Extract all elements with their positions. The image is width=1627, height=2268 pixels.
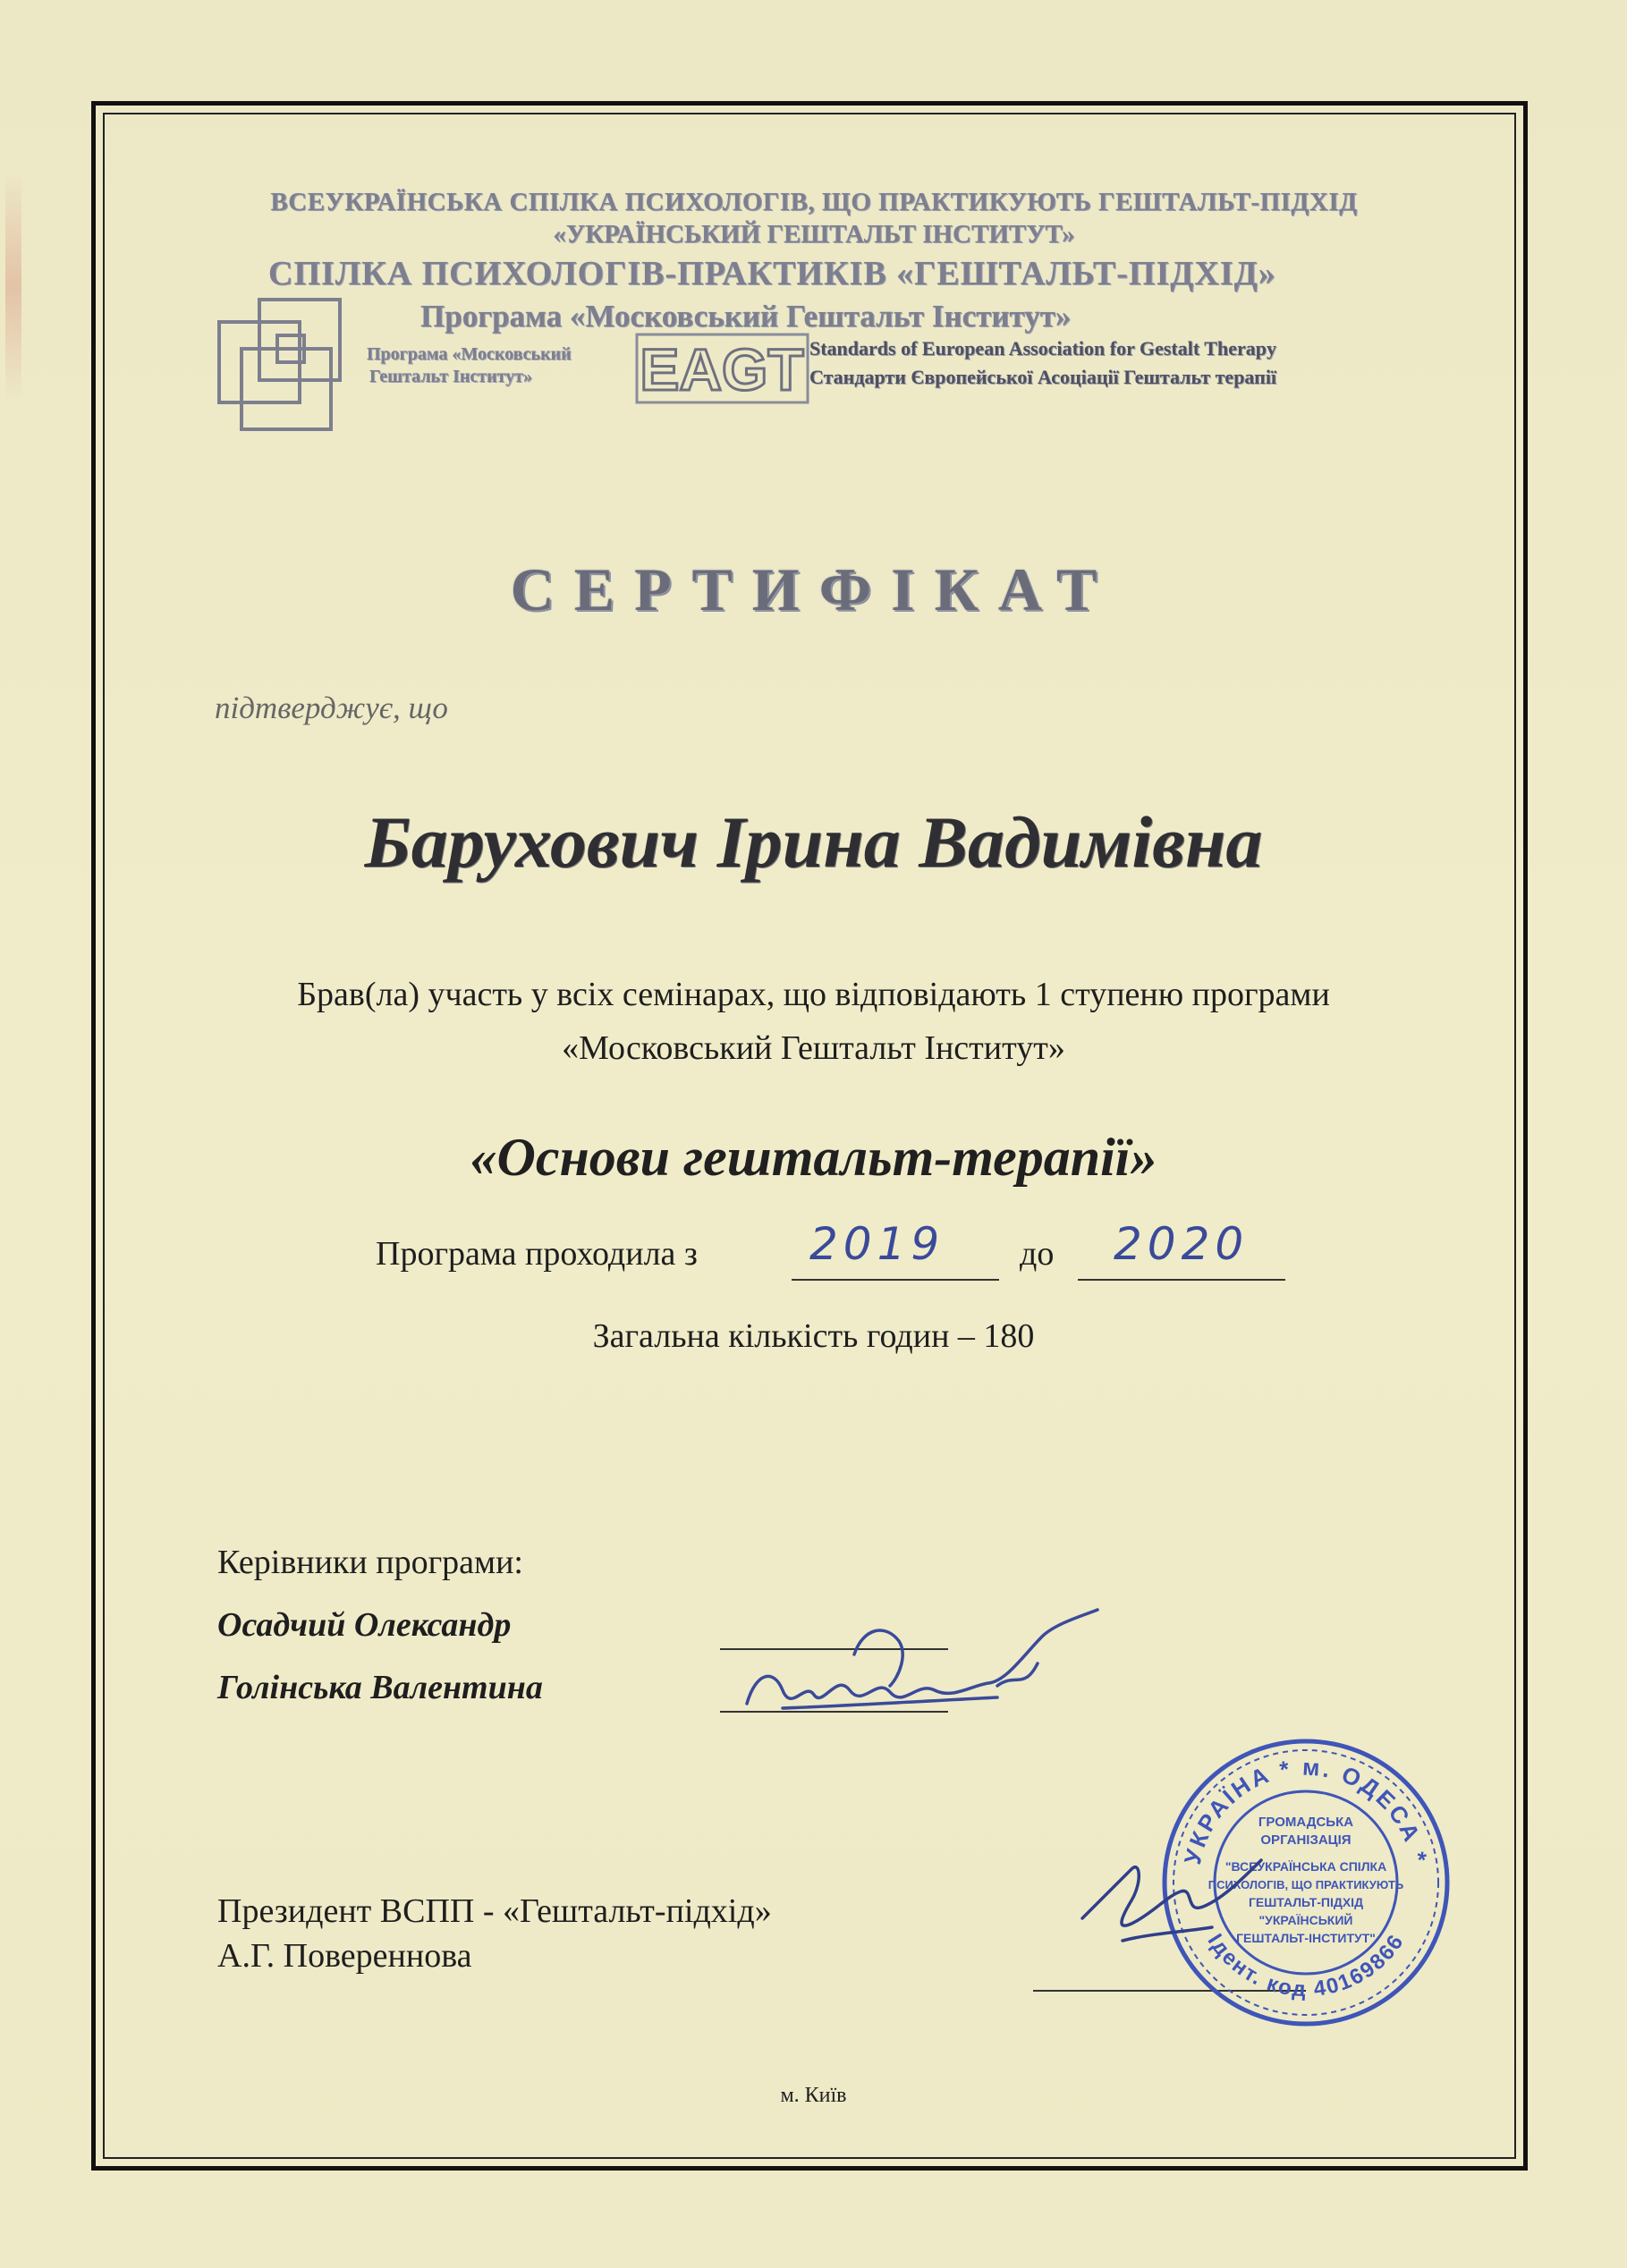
logo-caption-line1: Програма «Московський	[367, 344, 572, 364]
svg-text:ОРГАНІЗАЦІЯ: ОРГАНІЗАЦІЯ	[1260, 1832, 1352, 1848]
header-line2: «УКРАЇНСЬКИЙ ГЕШТАЛЬТ ІНСТИТУТ»	[553, 220, 1075, 249]
president-title: Президент ВСПП - «Гештальт-підхід»	[217, 1892, 772, 1930]
header-line1: ВСЕУКРАЇНСЬКА СПІЛКА ПСИХОЛОГІВ, ЩО ПРАКТИКУЮТЬ ГЕШТАЛЬТ-ПІДХІД	[270, 188, 1358, 216]
confirms-text: підтверджує, що	[215, 690, 448, 725]
edge-mark	[5, 170, 21, 402]
recipient-name: Барухович Ірина Вадимівна	[364, 801, 1263, 883]
eagt-logo-text: EAGT	[640, 336, 804, 402]
svg-text:ГЕШТАЛЬТ-ІНСТИТУТ": ГЕШТАЛЬТ-ІНСТИТУТ"	[1236, 1931, 1376, 1945]
year-from: 2019	[809, 1218, 945, 1270]
year-from-line	[792, 1279, 999, 1281]
attendance-line1: Брав(ла) участь у всіх семінарах, що відповідають 1 ступеню програми	[297, 976, 1330, 1013]
leader-name-1: Осадчий Олександр	[217, 1606, 512, 1644]
header-line4: Програма «Московський Гештальт Інститут»	[420, 299, 1072, 334]
svg-text:ГЕШТАЛЬТ-ПІДХІД: ГЕШТАЛЬТ-ПІДХІД	[1248, 1895, 1364, 1909]
year-to-line	[1078, 1279, 1285, 1281]
eagt-standards-en: Standards of European Association for Gestalt Therapy	[809, 337, 1276, 360]
year-to: 2020	[1114, 1218, 1250, 1270]
header-line3: СПІЛКА ПСИХОЛОГІВ-ПРАКТИКІВ «ГЕШТАЛЬТ-ПІДХІД»	[268, 255, 1276, 292]
course-title: «Основи гештальт-терапії»	[470, 1128, 1157, 1187]
total-hours: Загальна кількість годин – 180	[592, 1317, 1035, 1355]
gestalt-logo-icon	[210, 295, 362, 438]
attendance-line2: «Московський Гештальт Інститут»	[562, 1029, 1065, 1067]
period-to-label: до	[1020, 1235, 1055, 1273]
eagt-logo-icon	[635, 333, 809, 404]
leader-signature	[729, 1601, 1114, 1735]
svg-text:Ідент. код 40169866: Ідент. код 40169866	[1202, 1929, 1410, 2002]
svg-text:"ВСЕУКРАЇНСЬКА СПІЛКА: "ВСЕУКРАЇНСЬКА СПІЛКА	[1224, 1859, 1387, 1874]
period-label: Програма проходила з	[376, 1235, 698, 1273]
certificate-title: СЕРТИФІКАТ	[510, 555, 1117, 623]
svg-text:"УКРАЇНСЬКИЙ: "УКРАЇНСЬКИЙ	[1258, 1913, 1353, 1927]
president-name: А.Г. Повереннова	[217, 1937, 472, 1975]
eagt-standards-ua: Стандарти Європейської Асоціації Гештальт терапії	[809, 366, 1277, 388]
svg-text:УКРАЇНА * м. ОДЕСА *: УКРАЇНА * м. ОДЕСА *	[1178, 1753, 1434, 1867]
logo-caption-line2: Гештальт Інститут»	[369, 367, 532, 386]
president-signature	[1069, 1833, 1275, 1968]
leaders-label: Керівники програми:	[217, 1544, 523, 1581]
city: м. Київ	[780, 2084, 847, 2107]
svg-text:ГРОМАДСЬКА: ГРОМАДСЬКА	[1258, 1815, 1354, 1830]
leader-name-2: Голінська Валентина	[217, 1669, 543, 1706]
svg-text:ПСИХОЛОГІВ, ЩО ПРАКТИКУЮТЬ: ПСИХОЛОГІВ, ЩО ПРАКТИКУЮТЬ	[1208, 1878, 1404, 1891]
